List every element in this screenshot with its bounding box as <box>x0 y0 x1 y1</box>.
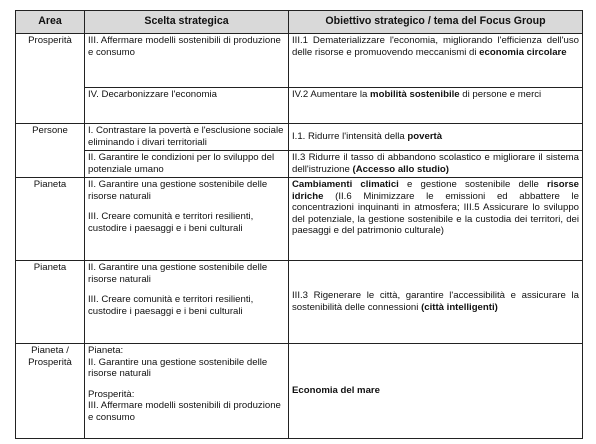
obiettivo-cell <box>289 344 583 439</box>
scelta-item: II. Garantire una gestione sostenibile delle risorse naturali <box>88 262 268 285</box>
obiettivo-bold: Cambiamenti climatici <box>292 179 399 190</box>
scelta-cell <box>85 344 289 439</box>
area-cell: Pianeta <box>16 261 85 344</box>
table-row <box>16 344 583 439</box>
obiettivo-cell <box>289 151 583 178</box>
obiettivo-text: e gestione sostenibile delle <box>398 179 547 190</box>
obiettivo-bold: Economia del mare <box>292 385 380 397</box>
strategy-table <box>15 10 583 439</box>
table-row <box>16 124 583 151</box>
obiettivo-bold: economia circolare <box>479 46 567 58</box>
obiettivo-cell <box>289 87 583 123</box>
obiettivo-bold: risorse idriche <box>292 179 579 202</box>
scelta-item: III. Affermare modelli sostenibili di produzione e consumo <box>88 400 281 423</box>
scelta-label: Prosperità: <box>88 388 135 400</box>
header-obiettivo: Obiettivo strategico / tema del Focus Group <box>289 11 583 34</box>
obiettivo-text: III.1 Dematerializzare l'economia, migliorando l'efficienza dell'uso delle risorse e promuovendo meccanismi di <box>292 35 579 58</box>
scelta-item: III. Creare comunità e territori resilienti, custodire i paesaggi e i beni culturali <box>88 211 254 234</box>
obiettivo-bold: (città intelligenti) <box>421 302 498 313</box>
scelta-item: II. Garantire una gestione sostenibile delle risorse naturali <box>88 179 268 202</box>
obiettivo-text: III.3 Rigenerare le città, garantire l'accessibilità e assicurare la sostenibilità delle connessioni <box>292 290 579 313</box>
scelta-item: III. Creare comunità e territori resilienti, custodire i paesaggi e i beni culturali <box>88 294 254 317</box>
scelta-cell: IV. Decarbonizzare l'economia <box>85 87 289 123</box>
obiettivo-cell <box>289 178 583 261</box>
obiettivo-cell <box>289 124 583 151</box>
header-scelta: Scelta strategica <box>85 11 289 34</box>
obiettivo-text: IV.2 Aumentare la <box>292 88 371 100</box>
header-area: Area <box>16 11 85 34</box>
obiettivo-text: II.3 Ridurre il tasso di abbandono scolastico e migliorare il sistema dell'istruzione <box>292 152 579 175</box>
obiettivo-cell <box>289 261 583 344</box>
area-cell: Pianeta <box>16 178 85 261</box>
obiettivo-bold: povertà <box>407 131 443 143</box>
table-row <box>16 87 583 123</box>
scelta-cell: III. Affermare modelli sostenibili di produzione e consumo <box>85 34 289 88</box>
table-row <box>16 178 583 261</box>
obiettivo-text: di persone e merci <box>459 88 542 100</box>
scelta-cell <box>85 178 289 261</box>
area-cell: Pianeta / Prosperità <box>16 344 85 439</box>
table-row <box>16 34 583 88</box>
scelta-item: II. Garantire una gestione sostenibile delle risorse naturali <box>88 356 268 380</box>
scelta-cell <box>85 261 289 344</box>
obiettivo-cell <box>289 34 583 88</box>
area-cell: Persone <box>16 124 85 178</box>
table-row <box>16 151 583 178</box>
header-row <box>16 11 583 34</box>
obiettivo-bold: (Accesso allo studio) <box>352 163 449 175</box>
obiettivo-bold: mobilità sostenibile <box>370 88 460 100</box>
scelta-cell: II. Garantire le condizioni per lo sviluppo del potenziale umano <box>85 151 289 178</box>
table-row <box>16 261 583 344</box>
obiettivo-text: (II.6 Minimizzare le emissioni ed abbattere le concentrazioni inquinanti in atmosfera; III.5 Assicurare lo sviluppo del potenziale, la gestione sostenibile e la custodia dei territori, dei paesaggi e del patrimonio culturale) <box>292 190 579 237</box>
obiettivo-text: I.1. Ridurre l'intensità della <box>292 131 408 143</box>
scelta-label: Pianeta: <box>88 345 124 356</box>
scelta-cell: I. Contrastare la povertà e l'esclusione sociale eliminando i divari territoriali <box>85 124 289 151</box>
area-cell: Prosperità <box>16 34 85 124</box>
